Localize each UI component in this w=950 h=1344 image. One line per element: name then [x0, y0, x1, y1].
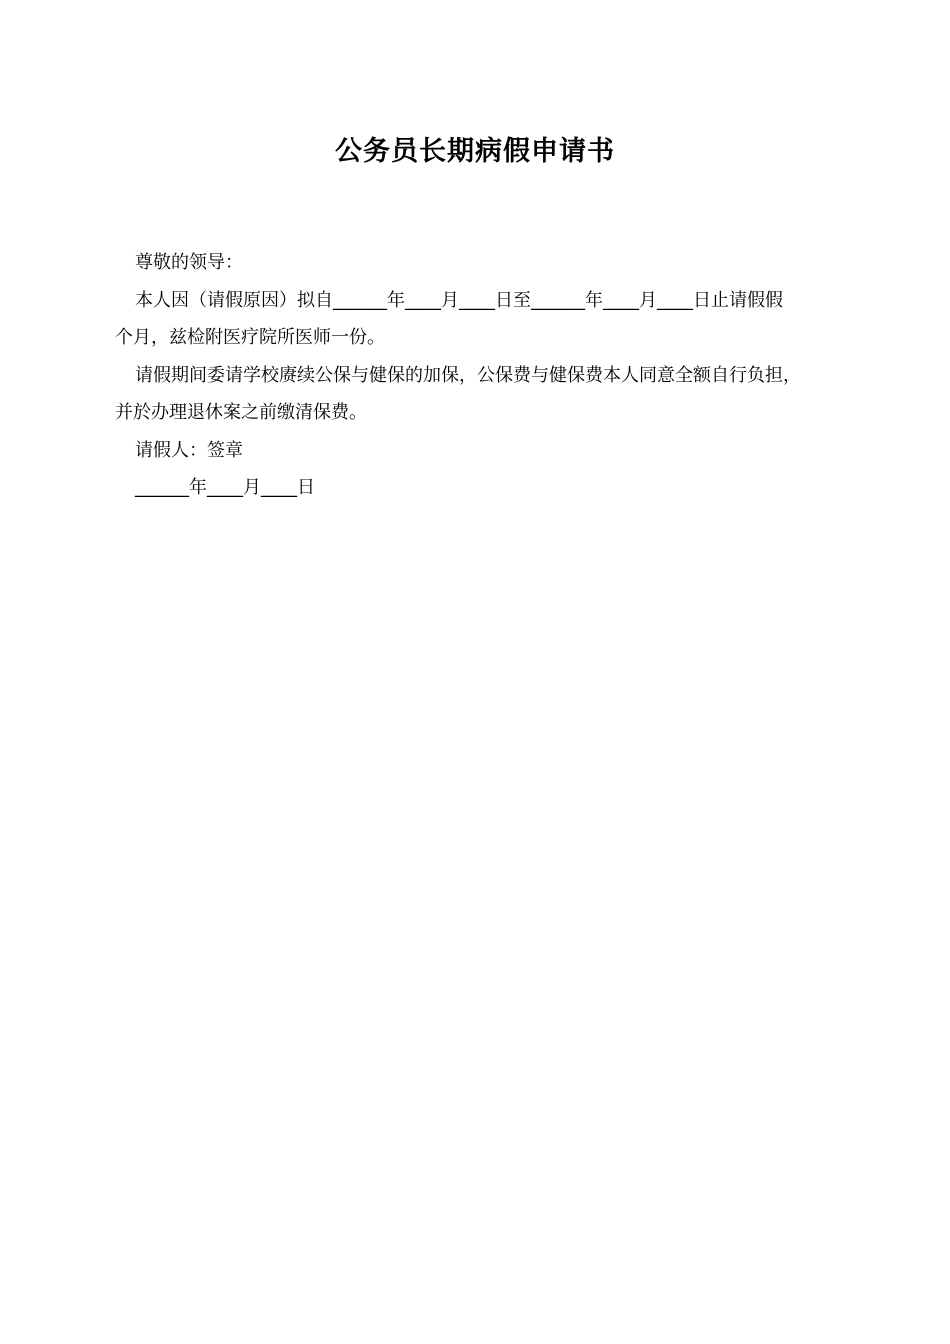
document-body	[115, 244, 837, 507]
document-title: 公务员长期病假申请书	[335, 136, 615, 167]
paragraph-insurance-line2: 并於办理退休案之前缴清保费。	[115, 402, 367, 423]
salutation: 尊敬的领导：	[135, 252, 243, 273]
paragraph-leave-period-line1: 本人因（请假原因）拟自______年____月____日至______年____月____日止请假假	[135, 289, 783, 311]
applicant-signature: 请假人：签章	[135, 439, 243, 461]
paragraph-leave-period-line2: 个月，兹检附医疗院所医师一份。	[115, 327, 385, 348]
date-line: ______年____月____日	[135, 477, 315, 498]
paragraph-insurance-line1: 请假期间委请学校赓续公保与健保的加保，公保费与健保费本人同意全额自行负担，	[135, 364, 801, 386]
